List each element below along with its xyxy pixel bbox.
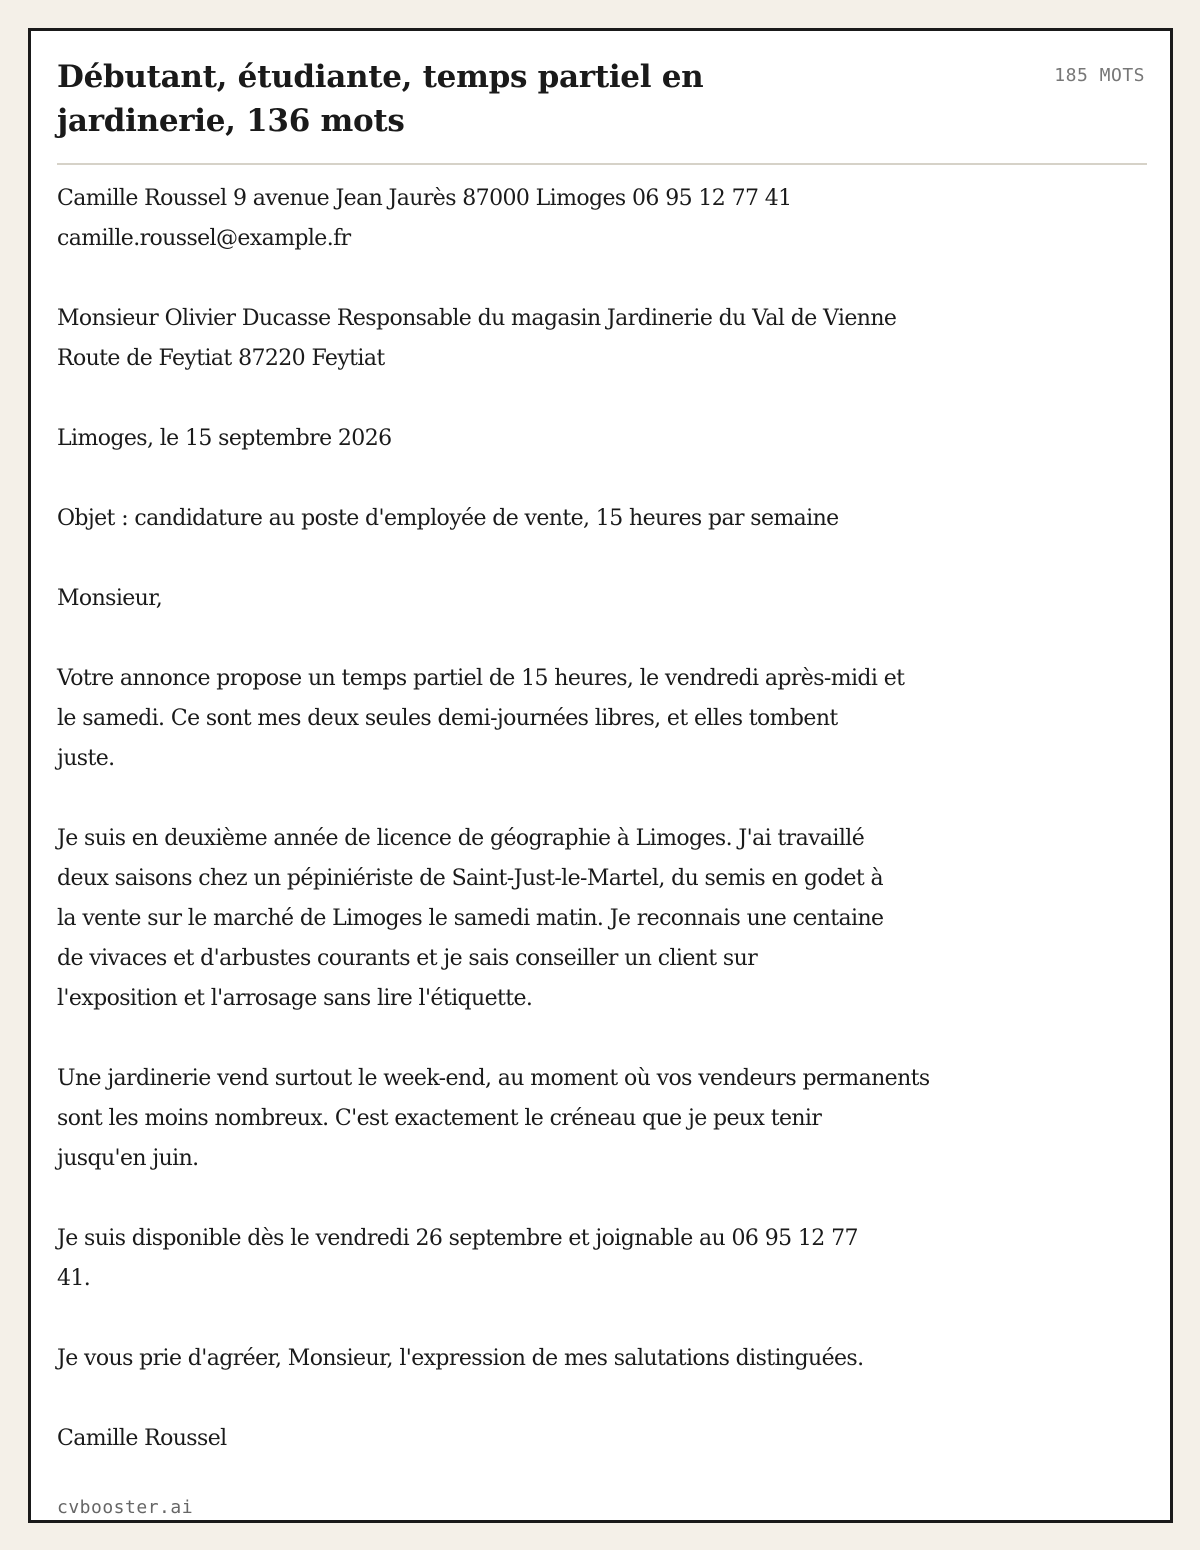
- paragraph-1: [57, 659, 1057, 779]
- paragraph-line: juste.: [57, 746, 115, 771]
- paragraph-4: [57, 1219, 1057, 1299]
- page-title: Débutant, étudiante, temps partiel en jardinerie, 136 mots: [57, 59, 704, 139]
- paragraph-line: le samedi. Ce sont mes deux seules demi-journées libres, et elles tombent: [57, 706, 838, 731]
- letter-header: [57, 51, 1147, 165]
- paragraph-line: l'exposition et l'arrosage sans lire l'étiquette.: [57, 986, 533, 1011]
- sender-line: camille.roussel@example.fr: [57, 226, 351, 251]
- paragraph-line: jusqu'en juin.: [57, 1146, 199, 1171]
- paragraph-line: Votre annonce propose un temps partiel de 15 heures, le vendredi après-midi et: [57, 666, 905, 691]
- sender-block: [57, 179, 1057, 259]
- paragraph-line: 41.: [57, 1266, 91, 1291]
- recipient-line: Route de Feytiat 87220 Feytiat: [57, 346, 385, 371]
- letter-card: [28, 28, 1173, 1523]
- subject-line: Objet : candidature au poste d'employée de vente, 15 heures par semaine: [57, 506, 839, 531]
- recipient-block: [57, 299, 1057, 379]
- paragraph-line: la vente sur le marché de Limoges le samedi matin. Je reconnais une centaine: [57, 906, 884, 931]
- paragraph-3: [57, 1059, 1057, 1179]
- paragraph-line: Je suis en deuxième année de licence de géographie à Limoges. J'ai travaillé: [57, 826, 865, 851]
- footer-brand: cvbooster.ai: [57, 1497, 194, 1518]
- paragraph-line: deux saisons chez un pépiniériste de Saint-Just-le-Martel, du semis en godet à: [57, 866, 884, 891]
- salutation: Monsieur,: [57, 586, 163, 611]
- paragraph-line: Je suis disponible dès le vendredi 26 septembre et joignable au 06 95 12 77: [57, 1226, 858, 1251]
- paragraph-line: de vivaces et d'arbustes courants et je sais conseiller un client sur: [57, 946, 758, 971]
- sender-line: Camille Roussel 9 avenue Jean Jaurès 87000 Limoges 06 95 12 77 41: [57, 186, 792, 211]
- letter-body: [57, 179, 1057, 1459]
- closing: Je vous prie d'agréer, Monsieur, l'expression de mes salutations distinguées.: [57, 1346, 864, 1371]
- signature: Camille Roussel: [57, 1426, 227, 1451]
- paragraph-line: sont les moins nombreux. C'est exactement le créneau que je peux tenir: [57, 1106, 822, 1131]
- paragraph-line: Une jardinerie vend surtout le week-end, au moment où vos vendeurs permanents: [57, 1066, 930, 1091]
- word-count-badge: 185 MOTS: [1054, 65, 1145, 86]
- paragraph-2: [57, 819, 1057, 1019]
- recipient-line: Monsieur Olivier Ducasse Responsable du magasin Jardinerie du Val de Vienne: [57, 306, 897, 331]
- date-line: Limoges, le 15 septembre 2026: [57, 426, 392, 451]
